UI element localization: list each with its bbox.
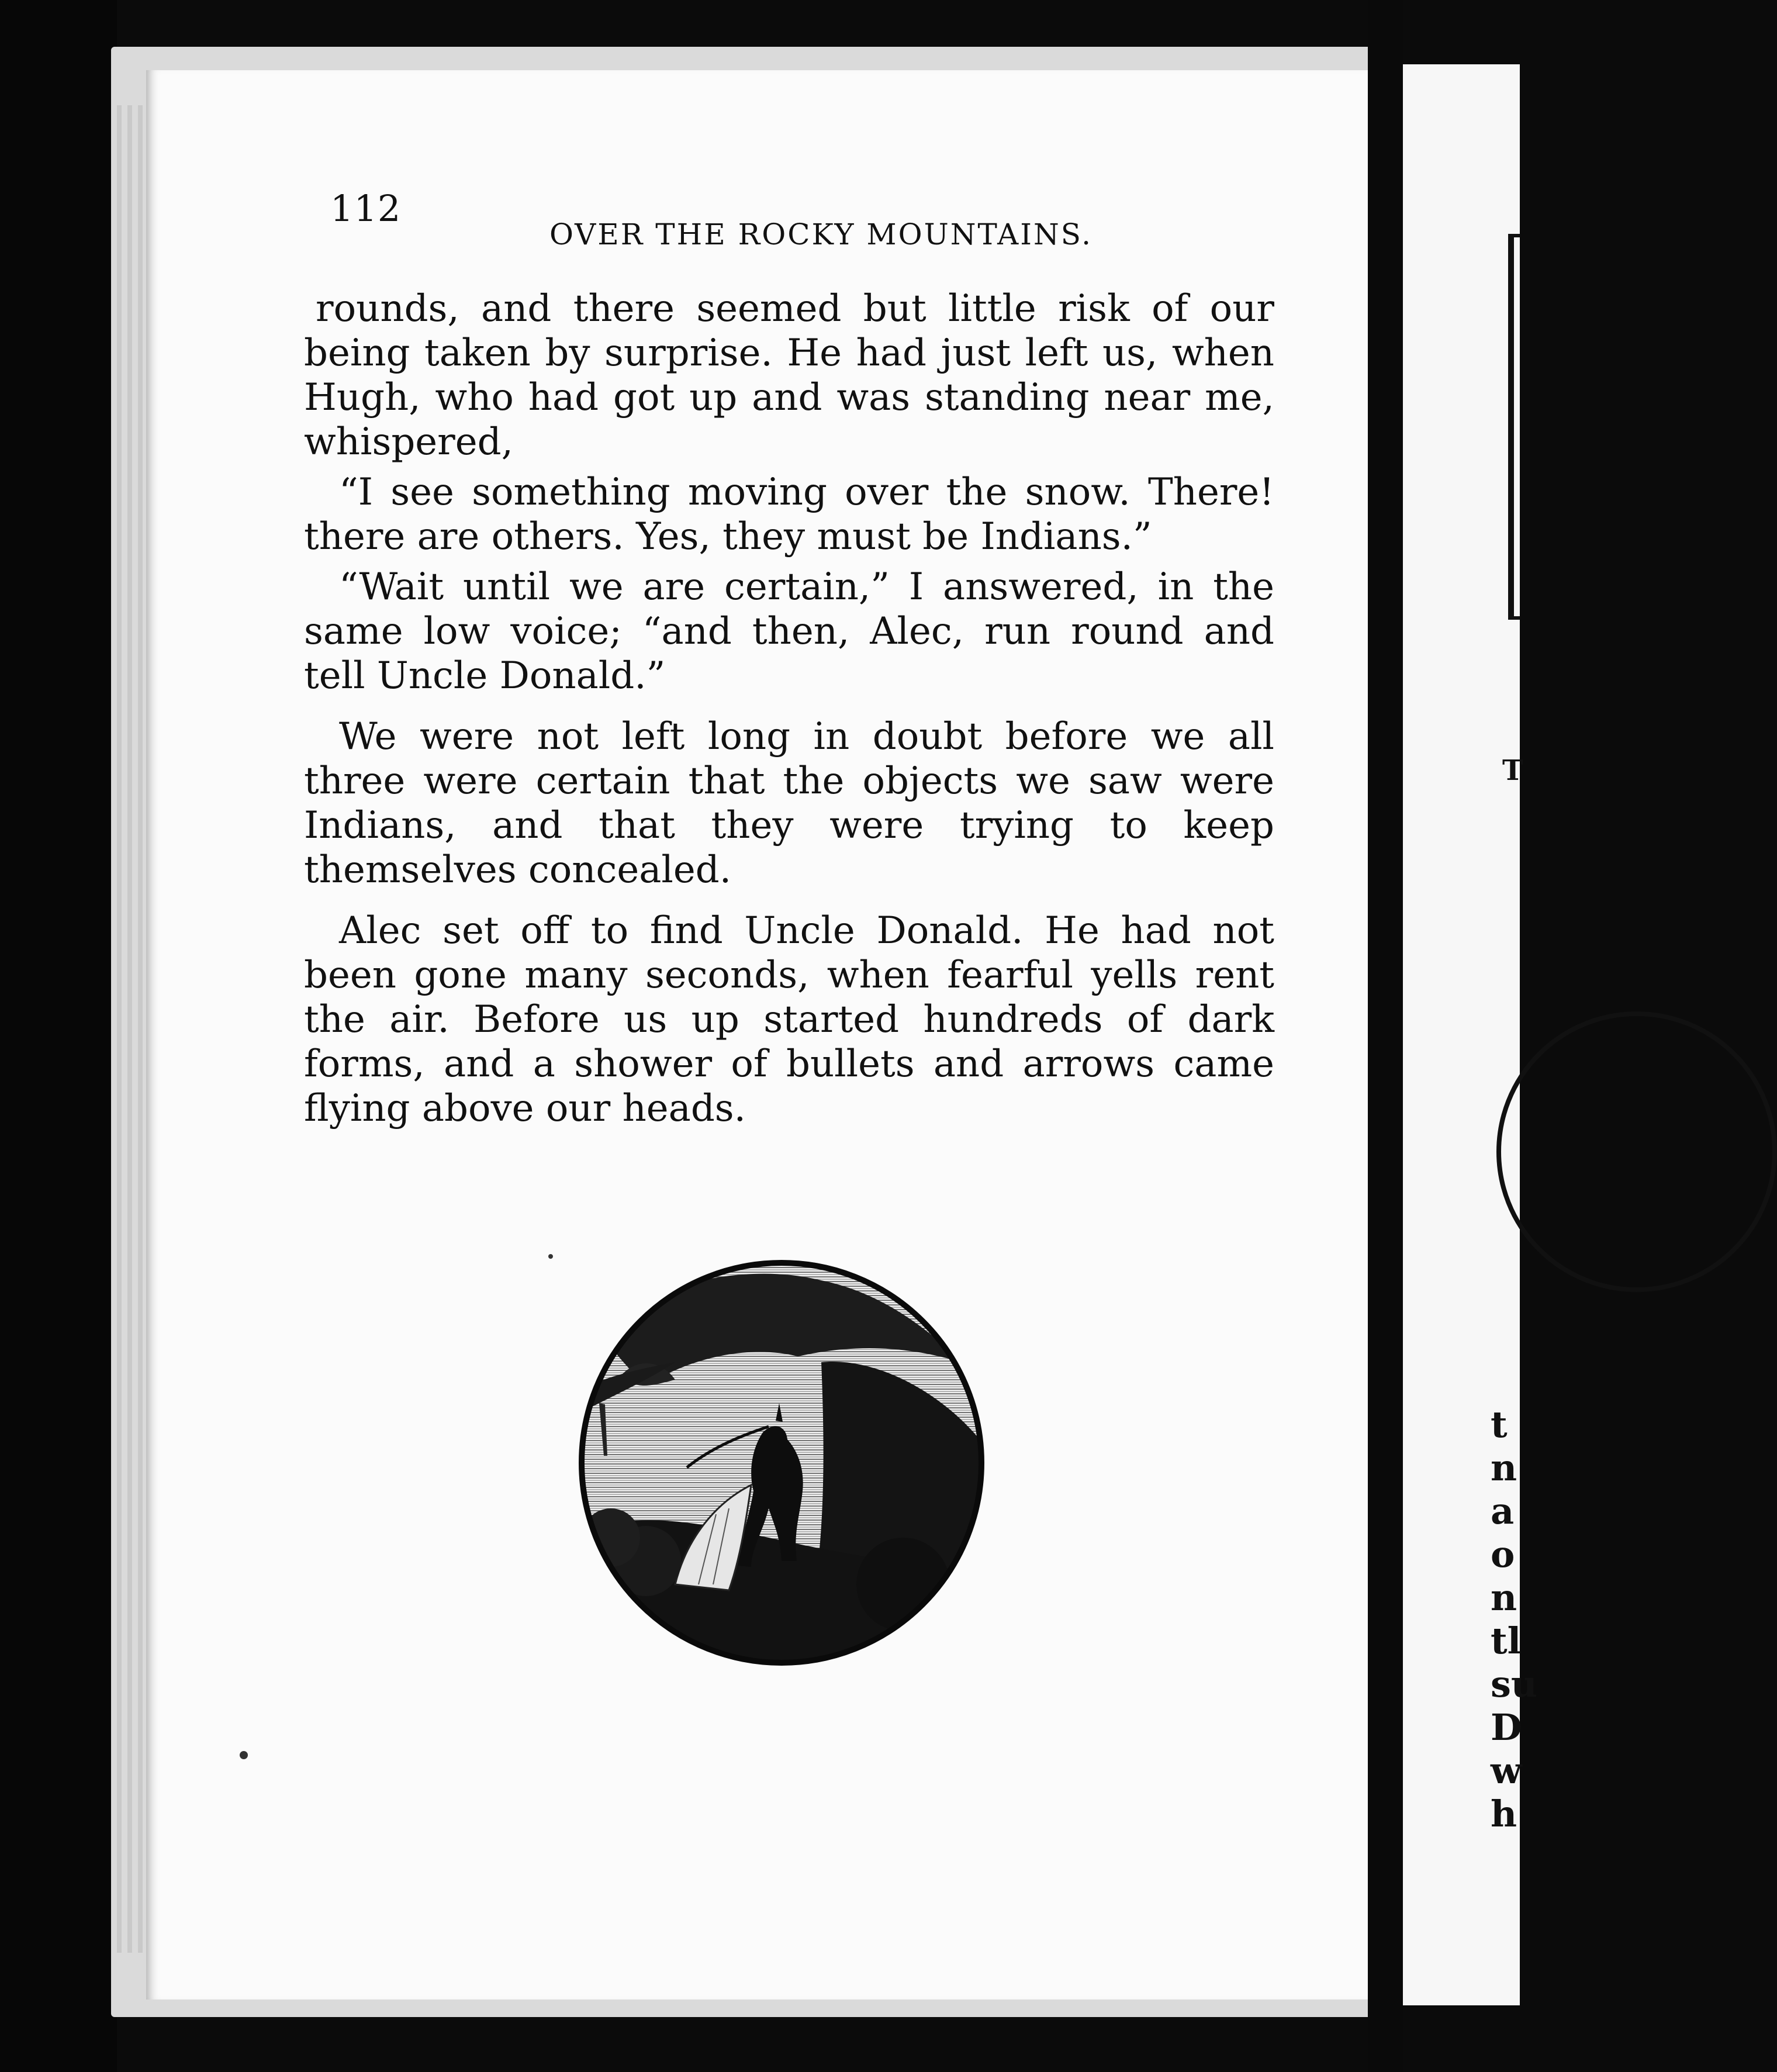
right-page-frame	[1508, 234, 1520, 620]
text-fragment: su	[1491, 1663, 1537, 1705]
text-fragment: tl	[1491, 1619, 1522, 1662]
paragraph: rounds, and there seemed but little risk of our being taken by surprise. He had just left us, when Hugh, who had got up and was standing near me, whispered,	[304, 287, 1274, 464]
indian-scout-vignette	[576, 1257, 988, 1669]
text-fragment: n	[1491, 1576, 1517, 1619]
paragraph: Alec set off to find Uncle Donald. He had not been gone many seconds, when fearful yells rent the air. Before us up started hundreds of dark forms, and a shower of bullets and arrows came flying above our heads.	[304, 909, 1274, 1130]
print-speck	[548, 1254, 553, 1259]
print-speck	[240, 1751, 248, 1759]
body-text	[304, 286, 1274, 1131]
book-cover-edge	[0, 0, 117, 2072]
page-edge	[117, 105, 122, 1953]
book-gutter	[1368, 0, 1403, 2072]
text-fragment: a	[1491, 1490, 1515, 1532]
right-page-edge	[1403, 64, 1537, 2005]
page-number: 112	[330, 187, 402, 230]
right-page-vignette	[1496, 1011, 1777, 1292]
paragraph: We were not left long in doubt before we all three were certain that the objects we saw were Indians, and that they were trying to keep themselves concealed.	[304, 715, 1274, 892]
page-edge	[138, 105, 143, 1953]
text-fragment: t	[1491, 1403, 1508, 1446]
running-head: OVER THE ROCKY MOUNTAINS.	[549, 217, 1093, 251]
right-page-letter: T	[1502, 754, 1523, 787]
text-fragment: D	[1491, 1706, 1522, 1749]
paragraph: “Wait until we are certain,” I answered, in the same low voice; “and then, Alec, run round and tell Uncle Donald.”	[304, 565, 1274, 697]
paragraph: “I see something moving over the snow. There! there are others. Yes, they must be Indians.”	[304, 471, 1274, 558]
text-fragment: o	[1491, 1533, 1515, 1576]
text-fragment: n	[1491, 1446, 1517, 1489]
text-fragment: w	[1491, 1749, 1522, 1792]
text-fragment: h	[1491, 1793, 1517, 1835]
page-edge	[127, 105, 132, 1953]
right-page-text-fragments	[1491, 1403, 1537, 1836]
